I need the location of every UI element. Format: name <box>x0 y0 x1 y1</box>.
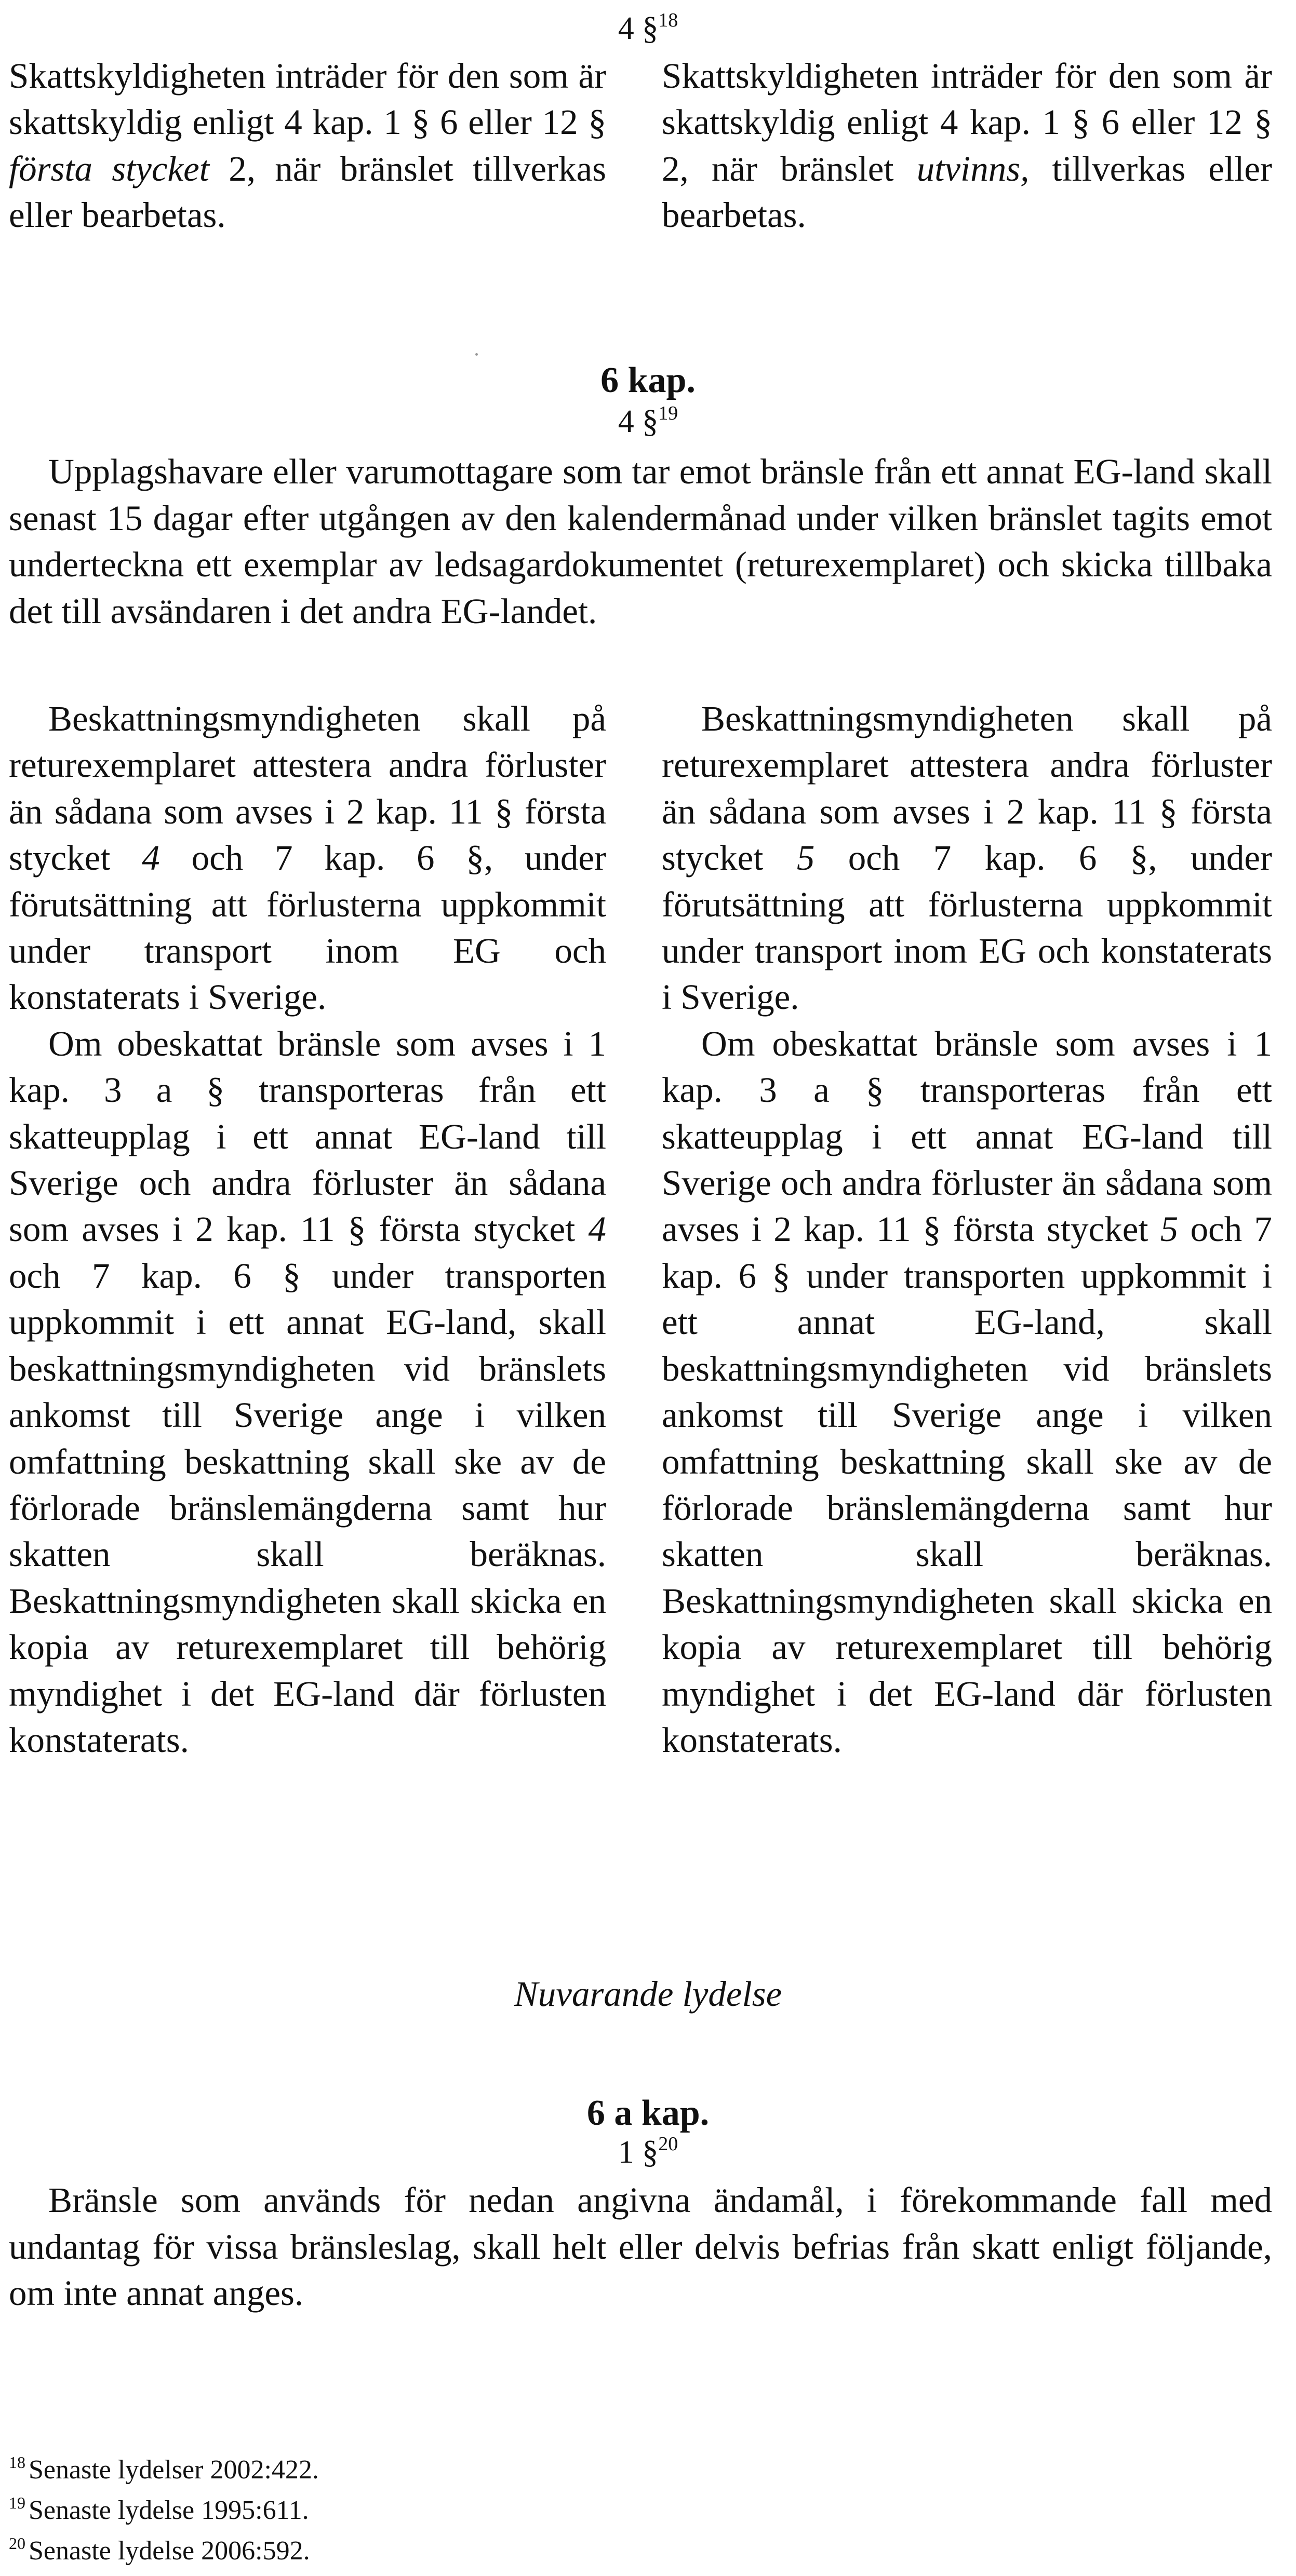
chapter-heading-6a: 6 a kap. <box>586 2093 710 2133</box>
paragraph: Om obeskattat bränsle som avses i 1 kap. 3 a § transporteras från ett skatteupplag i ett annat EG-land till Sverige och andra förluster än sådana som avses i 2 kap. 11 § första stycket 4 och 7 kap. 6 § under transporten uppkommit i ett annat EG-land, skall beskattningsmyndigheten vid bränslets ankomst till Sverige ange i vilken omfattning beskattning skall ske av de förlorade bränslemängderna samt hur skatten skall beräknas. Beskattningsmyndigheten skall skicka en kopia av returexemplaret till behörig myndighet i det EG-land där förlusten konstaterats. <box>9 1023 606 1760</box>
footnote-ref-18: 18 <box>658 9 678 31</box>
section-heading-6a-1: 1 §$^{20}$ <box>618 2133 678 2170</box>
footnote-18: $^{18}$ Senaste lydelser 2002:422. <box>9 2453 319 2485</box>
right-column-chapter6 <box>662 696 1272 1763</box>
left-column-old-text <box>9 53 606 239</box>
paragraph: Skattskyldigheten inträder för den som är skattskyldig enligt 4 kap. 1 § 6 eller 12 § 2, när bränslet utvinns, tillverkas eller bearbetas. <box>662 56 1272 235</box>
chapter6-intro-paragraph: Upplagshavare eller varumottagare som tar emot bränsle från ett annat EG-land skall senast 15 dagar efter utgången av den kalendermånad under vilken bränslet tagits emot underteckna ett exemplar av ledsagardokumentet (returexemplaret) och skicka tillbaka det till avsändaren i det andra EG-landet. <box>9 452 1272 631</box>
footnote-ref-19: 19 <box>658 402 678 424</box>
paragraph: Om obeskattat bränsle som avses i 1 kap. 3 a § transporteras från ett skatteupplag i ett annat EG-land till Sverige och andra förluster än sådana som avses i 2 kap. 11 § första stycket 5 och 7 kap. 6 § under transporten uppkommit i ett annat EG-land, skall beskattningsmyndigheten vid bränslets ankomst till Sverige ange i vilken omfattning beskattning skall ske av de förlorade bränslemängderna samt hur skatten skall beräknas. Beskattningsmyndigheten skall skicka en kopia av returexemplaret till behörig myndighet i det EG-land där förlusten konstaterats. <box>662 1023 1272 1760</box>
section-heading-4: 4 §$^{18}$ <box>618 9 678 46</box>
right-column-new-text <box>662 53 1272 239</box>
footnote-19: $^{19}$ Senaste lydelse 1995:611. <box>9 2493 309 2525</box>
left-column-chapter6 <box>9 696 606 1763</box>
footnote-ref-20: 20 <box>658 2133 678 2155</box>
chapter6a-intro-paragraph: Bränsle som används för nedan angivna ändamål, i förekommande fall med undantag för vissa bränsleslag, skall helt eller delvis befrias från skatt enligt följande, om inte annat anges. <box>9 2180 1272 2313</box>
section-heading-6-4: 4 §$^{19}$ <box>618 402 678 439</box>
current-wording-heading: Nuvarande lydelse <box>514 1974 782 2014</box>
scan-speck <box>475 353 478 356</box>
paragraph: Skattskyldigheten inträder för den som är skattskyldig enligt 4 kap. 1 § 6 eller 12 § första stycket 2, när bränslet tillverkas eller bearbetas. <box>9 56 606 235</box>
paragraph: Beskattningsmyndigheten skall på returexemplaret attestera andra förluster än sådana som avses i 2 kap. 11 § första stycket 4 och 7 kap. 6 §, under förutsättning att förlusterna uppkommit under transport inom EG och konstaterats i Sverige. <box>9 699 606 1017</box>
paragraph: Beskattningsmyndigheten skall på returexemplaret attestera andra förluster än sådana som avses i 2 kap. 11 § första stycket 5 och 7 kap. 6 §, under förutsättning att förlusterna uppkommit under transport inom EG och konstaterats i Sverige. <box>662 699 1272 1017</box>
footnote-20: $^{20}$ Senaste lydelse 2006:592. <box>9 2534 310 2566</box>
chapter-heading-6: 6 kap. <box>600 360 696 400</box>
